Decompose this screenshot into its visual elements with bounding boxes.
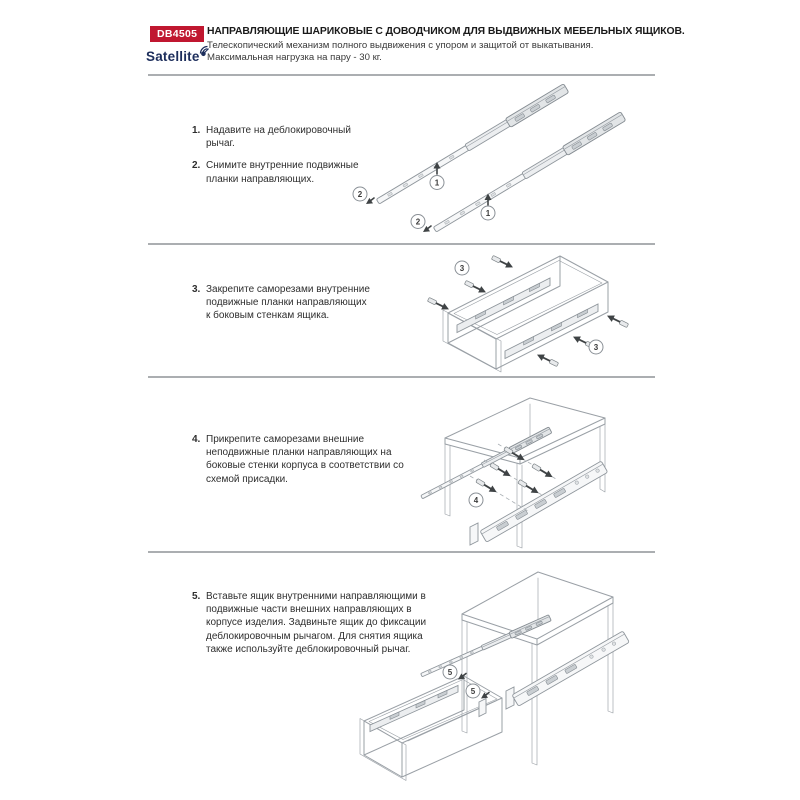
step-text: Надавите на деблокировочный рычаг. (206, 125, 351, 150)
callout-insert-lower (466, 684, 489, 699)
callout-screws-bottom (589, 340, 603, 354)
fixed-outer-rail (480, 461, 608, 542)
step-text: Закрепите саморезами внутренние подвижные планки направляющих к боковым стенкам ящика. (206, 284, 370, 322)
steps-1-2 (192, 124, 377, 195)
slide-lower (432, 112, 626, 234)
figure-drawer-insertion (350, 563, 662, 793)
step-3-block (192, 283, 377, 332)
section-divider (148, 74, 655, 76)
doc-subtitle-2: Максимальная нагрузка на пару - 30 кг. (207, 52, 382, 63)
step-text: Снимите внутренние подвижные планки направляющих. (206, 160, 359, 185)
step-item-4 (192, 433, 417, 486)
brand-name: Satellite (146, 49, 200, 64)
svg-text:2: 2 (415, 217, 421, 227)
step-number: 3. (192, 284, 201, 295)
screw-icon (605, 312, 629, 329)
rear-bracket (479, 699, 486, 717)
svg-text:3: 3 (593, 342, 599, 352)
callout-insert-upper (443, 665, 466, 680)
step-number: 1. (192, 125, 201, 136)
product-code-badge: DB4505 (150, 26, 204, 42)
callout-screws-cabinet (469, 493, 483, 507)
figure-drawer-rail-mounting (420, 246, 655, 374)
svg-text:4: 4 (473, 495, 479, 505)
cabinet-wireframe (462, 572, 613, 765)
svg-text:1: 1 (434, 178, 440, 188)
callout-remove-upper (353, 187, 374, 204)
svg-text:5: 5 (470, 686, 476, 696)
screw-icon (464, 279, 488, 296)
svg-text:1: 1 (485, 208, 491, 218)
section-divider (148, 243, 655, 245)
step-number: 5. (192, 591, 201, 602)
extended-slide (420, 615, 551, 678)
slide-upper (375, 84, 569, 206)
drawer-side-rail-right (505, 304, 598, 359)
page-title: НАПРАВЛЯЮЩИЕ ШАРИКОВЫЕ С ДОВОДЧИКОМ ДЛЯ ВЫДВИЖНЫХ МЕБЕЛЬНЫХ ЯЩИКОВ. (207, 26, 685, 37)
screw-icon (427, 296, 451, 313)
figure-slides-disassembly (352, 78, 657, 242)
step-text: Вставьте ящик внутренними направляющими в подвижные части внешних направляющих в корпусе изделия. Задвиньте ящик до фиксации деблокировочным рычагом. Для снятия ящика также используйте деблокировочный рычаг. (206, 591, 427, 655)
screw-icon (535, 351, 559, 368)
svg-text:3: 3 (459, 263, 465, 273)
screw-icon (489, 461, 512, 479)
screw-icon (475, 477, 498, 495)
svg-text:5: 5 (447, 667, 453, 677)
callout-screws-top (455, 261, 469, 275)
rail-front-bracket (470, 523, 478, 545)
svg-text:2: 2 (357, 189, 363, 199)
callout-remove-lower (411, 215, 431, 233)
step-item-1 (192, 124, 377, 150)
step-item-2 (192, 159, 377, 185)
figure-cabinet-rail-mounting (420, 388, 658, 552)
screw-icon (531, 462, 554, 480)
step-number: 4. (192, 434, 201, 445)
step-4-block (192, 433, 417, 495)
section-divider (148, 376, 655, 378)
screw-icon (517, 478, 540, 496)
doc-subtitle-1: Телескопический механизм полного выдвижения с упором и защитой от выкатывания. (207, 40, 594, 51)
brand-logo (146, 49, 200, 64)
step-number: 2. (192, 160, 201, 172)
step-text: Прикрепите саморезами внешние неподвижные планки направляющих на боковые стенки корпуса в соответствии со схемой присадки. (206, 434, 404, 485)
step-item-3 (192, 283, 377, 323)
rail-front-bracket (506, 687, 514, 709)
drawer-box-wireframe (360, 676, 502, 781)
screw-icon (491, 254, 515, 271)
